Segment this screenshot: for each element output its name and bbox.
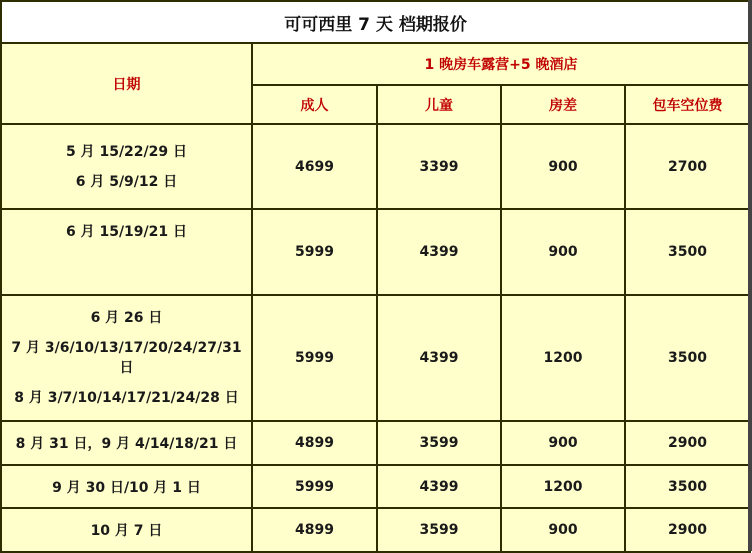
date-line: 6 月 5/9/12 日: [75, 173, 178, 190]
child-column-header: 儿童: [377, 85, 501, 124]
adult-column-header: 成人: [252, 85, 377, 124]
child-price: 4399: [377, 295, 501, 421]
date-column-header: 日期: [1, 43, 252, 124]
table-title: 可可西里 7 天 档期报价: [1, 1, 750, 43]
charter-price: 3500: [625, 465, 750, 508]
table-row: [1, 124, 750, 209]
room-diff-price: 900: [501, 421, 625, 465]
charter-price: 2700: [625, 124, 750, 209]
child-price: 4399: [377, 209, 501, 295]
date-line: 5 月 15/22/29 日: [65, 143, 188, 160]
room-diff-price: 900: [501, 209, 625, 295]
child-price: 3599: [377, 421, 501, 465]
adult-price: 5999: [252, 209, 377, 295]
charter-price: 2900: [625, 508, 750, 552]
date-cell: [1, 124, 252, 209]
charter-price: 3500: [625, 209, 750, 295]
adult-price: 5999: [252, 295, 377, 421]
adult-price: 5999: [252, 465, 377, 508]
package-header: 1 晚房车露营+5 晚酒店: [252, 43, 750, 85]
adult-price: 4899: [252, 508, 377, 552]
adult-price: 4899: [252, 421, 377, 465]
child-price: 3599: [377, 508, 501, 552]
right-edge-shadow: [748, 0, 752, 551]
charter-column-header: 包车空位费: [625, 85, 750, 124]
date-line: 6 月 26 日: [90, 310, 163, 326]
table-row: [1, 465, 750, 508]
table-row: [1, 508, 750, 552]
table-row: [1, 209, 750, 295]
date-cell: [1, 295, 252, 421]
date-line: 6 月 15/19/21 日: [65, 224, 188, 240]
date-cell: 9 月 30 日/10 月 1 日: [1, 465, 252, 508]
room-diff-price: 900: [501, 508, 625, 552]
table-row: [1, 295, 750, 421]
room-diff-price: 1200: [501, 465, 625, 508]
charter-price: 3500: [625, 295, 750, 421]
charter-price: 2900: [625, 421, 750, 465]
table-row: [1, 421, 750, 465]
date-cell: 8 月 31 日，9 月 4/14/18/21 日: [1, 421, 252, 465]
date-cell: [1, 209, 252, 295]
room-diff-price: 900: [501, 124, 625, 209]
date-line: 7 月 3/6/10/13/17/20/24/27/31 日: [11, 340, 242, 376]
child-price: 3399: [377, 124, 501, 209]
date-cell: 10 月 7 日: [1, 508, 252, 552]
date-line: 8 月 3/7/10/14/17/21/24/28 日: [14, 390, 239, 406]
room-diff-column-header: 房差: [501, 85, 625, 124]
room-diff-price: 1200: [501, 295, 625, 421]
child-price: 4399: [377, 465, 501, 508]
adult-price: 4699: [252, 124, 377, 209]
